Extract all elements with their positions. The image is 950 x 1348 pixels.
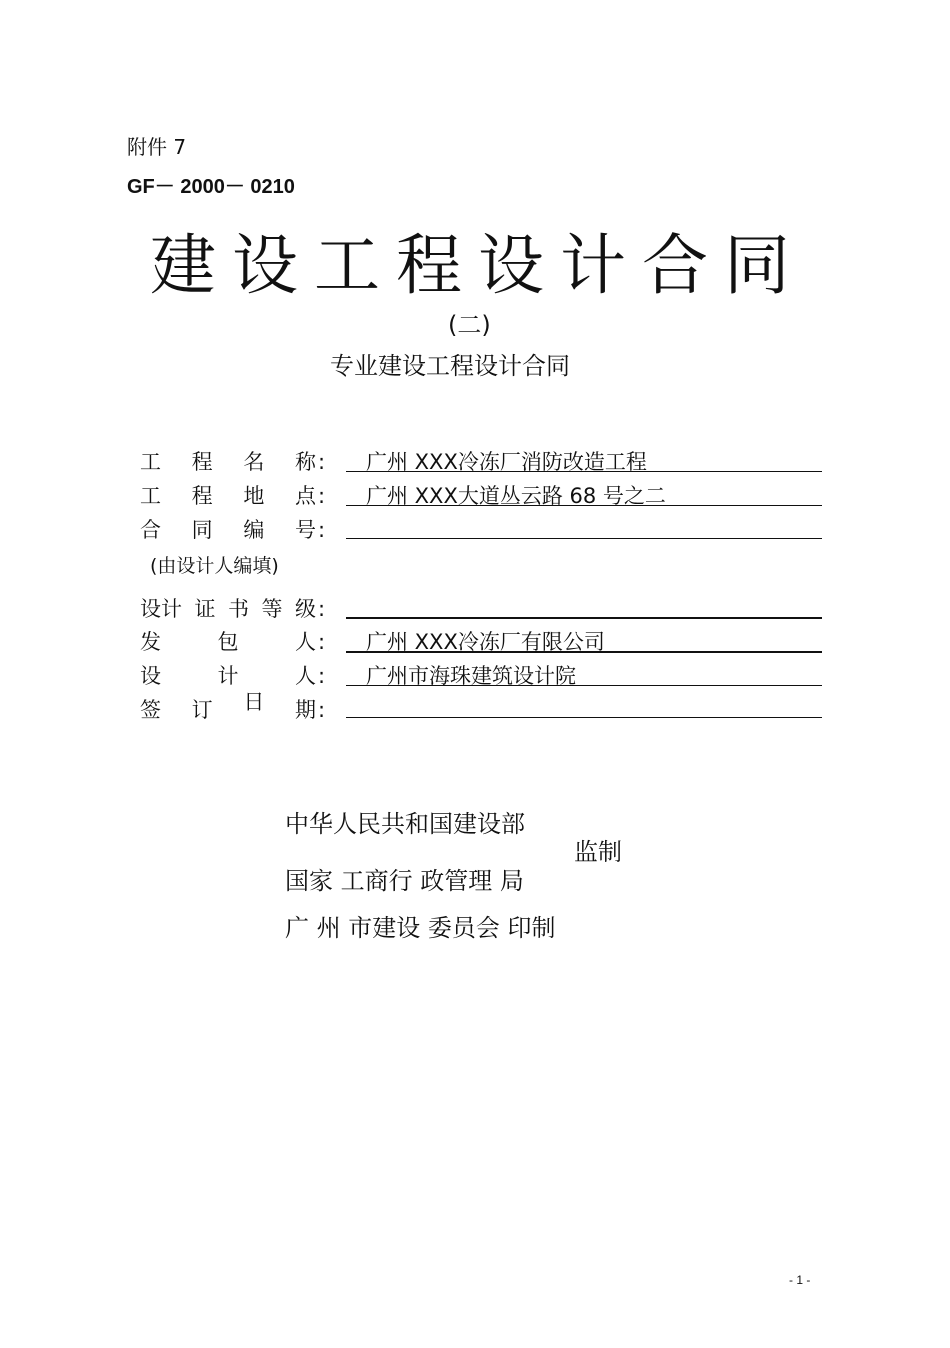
field-underline bbox=[346, 617, 822, 619]
label-char: 同 bbox=[191, 518, 213, 542]
supervise-label: 监制 bbox=[574, 838, 622, 866]
issuer-printer: 广 州 市建设 委员会 印制 bbox=[285, 914, 556, 942]
field-underline bbox=[346, 717, 822, 718]
label-char: 地 bbox=[243, 484, 265, 508]
label-char: 等 bbox=[261, 597, 283, 621]
field-value-project-location: 广州 XXX大道丛云路 68 号之二 bbox=[366, 484, 666, 508]
field-underline bbox=[346, 685, 822, 686]
field-label-signing-date bbox=[140, 690, 326, 724]
fill-in-note: (由设计人编填) bbox=[150, 555, 279, 577]
label-char: 人 bbox=[295, 664, 316, 688]
field-value-designer: 广州市海珠建筑设计院 bbox=[366, 664, 576, 688]
field-underline bbox=[346, 505, 822, 506]
label-char: 称 bbox=[294, 450, 316, 474]
page-number: - 1 - bbox=[789, 1273, 811, 1287]
label-colon: : bbox=[318, 484, 326, 508]
label-char: 人 bbox=[295, 630, 316, 654]
label-char: 合 bbox=[140, 518, 161, 542]
label-char: 签 bbox=[140, 698, 161, 722]
label-char: 程 bbox=[191, 484, 213, 508]
field-underline bbox=[346, 651, 822, 653]
label-colon: : bbox=[318, 518, 326, 542]
field-label-contract-number bbox=[140, 514, 325, 544]
label-char: 设计 bbox=[140, 597, 182, 621]
label-char: 级 bbox=[295, 597, 316, 621]
field-label-certificate-grade bbox=[140, 593, 325, 623]
label-char: 证 bbox=[194, 597, 216, 621]
label-colon: : bbox=[318, 597, 326, 621]
field-label-designer bbox=[140, 660, 325, 690]
field-label-project-name bbox=[140, 446, 325, 476]
label-char: 点 bbox=[294, 484, 316, 508]
label-colon: : bbox=[318, 450, 326, 474]
label-char: 发 bbox=[140, 630, 161, 654]
label-char: 计 bbox=[217, 664, 239, 688]
label-char: 编 bbox=[243, 518, 265, 542]
label-char: 工 bbox=[140, 450, 161, 474]
field-label-project-location bbox=[140, 480, 325, 510]
label-colon: : bbox=[318, 630, 326, 654]
field-underline bbox=[346, 471, 822, 472]
field-value-client: 广州 XXX冷冻厂有限公司 bbox=[366, 630, 605, 654]
document-number: (二) bbox=[448, 311, 491, 339]
attachment-label: 附件 7 bbox=[127, 135, 187, 159]
issuer-administration: 国家 工商行 政管理 局 bbox=[285, 867, 524, 895]
label-char: 名 bbox=[243, 450, 265, 474]
label-colon: : bbox=[318, 664, 326, 688]
label-char: 程 bbox=[191, 450, 213, 474]
label-char: 工 bbox=[140, 484, 161, 508]
label-colon: : bbox=[318, 698, 326, 722]
label-char: 日 bbox=[243, 690, 265, 714]
document-title: 建设工程设计合同 bbox=[150, 227, 806, 304]
field-label-client bbox=[140, 626, 325, 656]
field-value-project-name: 广州 XXX冷冻厂消防改造工程 bbox=[366, 450, 647, 474]
label-char: 包 bbox=[217, 630, 239, 654]
document-code: GF－ 2000－ 0210 bbox=[127, 176, 295, 198]
label-char: 号 bbox=[294, 518, 316, 542]
document-subtitle: 专业建设工程设计合同 bbox=[330, 352, 570, 380]
field-underline bbox=[346, 538, 822, 539]
label-char: 订 bbox=[191, 698, 213, 722]
label-char: 书 bbox=[228, 597, 249, 621]
issuer-ministry: 中华人民共和国建设部 bbox=[285, 810, 525, 838]
label-char: 期 bbox=[294, 698, 316, 722]
label-char: 设 bbox=[140, 664, 161, 688]
